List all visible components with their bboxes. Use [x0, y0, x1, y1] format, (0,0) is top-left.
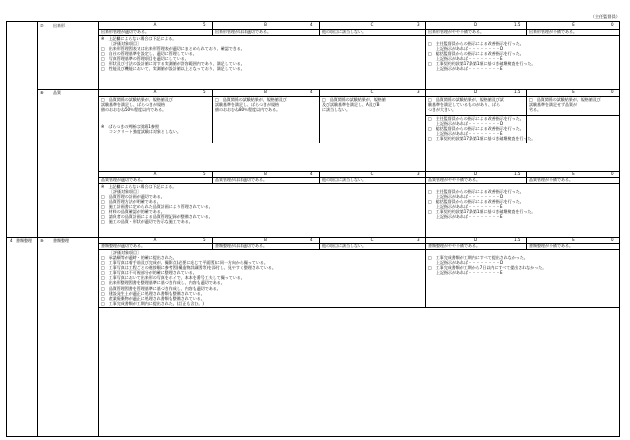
grade-points: 4 [310, 22, 313, 27]
criteria-item: □ 施工計画書に定められた品質計画により管理されている。 [101, 204, 213, 210]
grade-description: 品質管理が適切である。 [101, 177, 145, 182]
deduction-item: □ 工事契約約款第17条第1項に基づき破壊検査を行った。 [428, 209, 536, 215]
deduction-item: □ 工事契約約款第17条第1項に基づき破壊検査を行った。 [428, 61, 536, 67]
grade-letter: D [473, 89, 478, 94]
grade-points: 4 [310, 89, 313, 94]
cell-line: 試験基準を満足し、ばらつきが規格 [215, 102, 279, 108]
grade-cell [529, 98, 601, 113]
grade-cell [215, 98, 287, 113]
criteria-item: □ 工事写真において出来形の写真をホイで、本本を番号工夫して撮っている。 [101, 275, 245, 281]
cell-line: 試験基準を満足し、ばらつきが規格 [101, 102, 165, 108]
cell-line: □ 品質関係の試験結果が、規格値及び [101, 97, 173, 102]
grade-description: 他の項目に該当しない。 [322, 243, 366, 248]
deduction-item: □ 主任監督員からの指示による改善指示を行った。 [428, 189, 524, 194]
grade-points: 5 [203, 171, 206, 176]
deduction-item: □ 総括監督員からの指示による改善指示を行った。 [428, 126, 524, 132]
eval-heading: ［評価対象項目］ [109, 250, 141, 255]
deduction-item: □ 工事契約約款第17条第1項に基づき破壊検査を行った。 [428, 136, 536, 142]
grade-letter: A [153, 22, 157, 27]
grade-letter: D [473, 237, 478, 242]
criteria-item: □ 産業廃棄物が適正に処理され書類も整備されている。 [101, 295, 205, 301]
grade-letter: A [153, 171, 157, 176]
grade-letter: D [473, 171, 478, 176]
grade-description: 品質管理がやや不備である。 [428, 177, 480, 182]
grade-cell [101, 98, 173, 113]
grade-points: 1.5 [514, 237, 521, 242]
deduction-item: □ 工事完成書類が工期内にすべて提出されなかった。 [428, 255, 528, 260]
cell-line: 劣る。 [529, 107, 541, 113]
deduction-item: □ 主任監督員からの指示による改善指示を行った。 [428, 116, 524, 121]
grade-letter: C [370, 89, 374, 94]
grade-letter: B [264, 237, 267, 242]
divider [98, 249, 619, 250]
grade-letter: E [572, 171, 575, 176]
note-line: ※ ばらつきの判断は別紙1参照 [101, 124, 159, 129]
grade-letter: E [572, 22, 575, 27]
cell-line: 値のおおむね50％程度以内である。 [101, 107, 167, 113]
deduction-item: 上記指示があれば・・・・・・・・E [428, 131, 503, 137]
deduction-item: 上記指示があれば・・・・・・・・D [428, 46, 504, 52]
criteria-item: □ 施工の品質・形状が適切で告示な施工である。 [101, 219, 193, 225]
deduction-list [428, 190, 535, 221]
criteria-item: □ 出来形管理図表又は出来形管理表が適切にまとめられており、確認できる。 [101, 46, 245, 51]
criteria-list [101, 47, 245, 72]
grade-description: 他の項目に該当しない。 [322, 29, 366, 34]
cell-line: 値のおおむね80％程度以内である。 [215, 107, 281, 113]
grade-letter: D [473, 22, 478, 27]
criteria-item: □ 工事完成書類が工期内に提出された。(訂正も含む。) [101, 300, 204, 306]
grade-points: 5 [203, 237, 206, 242]
grade-description: 出来形管理が適切である。 [101, 29, 149, 34]
eval-heading: ［評価対象項目］ [109, 41, 141, 46]
criteria-item: □ 自社の管理基準を設定し、適切に管理している。 [101, 51, 197, 57]
cell-line: □ 品質関係の試験結果が、規格値及び [215, 97, 287, 102]
grade-cell [428, 98, 504, 113]
section-number: ⑨ [40, 238, 44, 243]
note-heading: ※ 上記欄によらない場合は下記による。 [101, 36, 177, 41]
section-title: 出来形 [53, 23, 65, 28]
criteria-item: □ 性能及び機能において、実測値が設計値以上となっており、満足している。 [101, 66, 245, 72]
deduction-item: □ 総括監督員からの指示による改善指示を行った。 [428, 51, 524, 57]
deduction-item: 上記指示があれば・・・・・・・・D [428, 194, 504, 200]
page-header-label: （主任監督員） [590, 14, 620, 19]
divider [425, 237, 426, 307]
grade-points: 0 [611, 89, 614, 94]
deduction-item: □ 主任監督員からの指示による改善指示を行った。 [428, 41, 524, 46]
criteria-item: □ 建設発生土が適正に処理され書類も整備されている。 [101, 290, 205, 296]
criteria-item: □ 品質管理図書を管理基準に基づき作成し、内容も適切である。 [101, 285, 221, 291]
deduction-list [428, 42, 535, 73]
grade-description: 出来形管理が不備である。 [529, 29, 577, 34]
criteria-item: □ 出来形整理図書を整理基準に基づき作成し、内容も適切である。 [101, 280, 225, 286]
grade-points: 4 [310, 171, 313, 176]
grade-points: 5 [203, 89, 206, 94]
grade-points: 3 [417, 22, 420, 27]
criteria-item: □ 工事写真は工程ごとの進捗順に参考図(構造物詳細図等)を添付し、見やすく整理されている。 [101, 265, 276, 271]
cell-line: 験基準を満足しているものがあり、ばら [428, 102, 500, 108]
grade-letter: C [370, 22, 374, 27]
deduction-item: 上記指示があれば・・・・・・・・D [428, 260, 504, 266]
grade-points: 3 [417, 89, 420, 94]
grade-description: 書類整理がやや不備である。 [428, 243, 480, 248]
grade-points: 0 [611, 171, 614, 176]
table-frame [6, 21, 620, 437]
criteria-item: □ 品質管理の計画が適切である。 [101, 194, 165, 199]
grade-letter: B [264, 22, 267, 27]
cell-line: □ 品質関係の試験結果が、規格値及び [529, 97, 601, 102]
deduction-item: 上記指示があれば・・・・・・・・E [428, 56, 503, 62]
grade-points: 0 [611, 237, 614, 242]
criteria-item: □ 写真管理基準の管理項目を適切にしている。 [101, 56, 189, 62]
divider [319, 89, 320, 143]
eval-heading: ［評価対象項目］ [109, 189, 141, 194]
cell-line: 及び試験基準を満足し、A及びB [322, 102, 380, 108]
criteria-list [101, 256, 276, 307]
deduction-list [428, 256, 546, 276]
deduction-item: 上記指示があれば・・・・・・・・E [428, 204, 503, 210]
grade-points: 1.5 [514, 22, 521, 27]
criteria-item: □ 材料の品質確認が的確である。 [101, 209, 165, 215]
criteria-item: □ 請負者の品質計画による品質管理記録が整備されている。 [101, 214, 213, 220]
criteria-item: □ 品質管理方法が明確である。 [101, 199, 161, 205]
criteria-item: □ 工事写真は不可視部分が的確に整理されている。 [101, 270, 197, 276]
grade-letter: A [153, 89, 157, 94]
grade-points: 5 [203, 22, 206, 27]
divider [425, 183, 426, 243]
divider [425, 35, 426, 89]
grade-letter: E [572, 89, 575, 94]
section-number: ⑧ [40, 90, 44, 95]
divider [212, 89, 213, 143]
cell-line: 試験基準を満足せず品質が [529, 102, 577, 108]
grade-letter: B [264, 89, 267, 94]
divider [98, 22, 99, 437]
category-number: 4 [10, 238, 13, 243]
grade-letter: C [370, 237, 374, 242]
grade-cell [322, 98, 386, 113]
grade-letter: A [153, 237, 157, 242]
grade-description: 書類整理が不備である。 [529, 243, 573, 248]
grade-letter: C [370, 171, 374, 176]
deduction-item: 上記指示があれば・・・・・・・・D [428, 121, 504, 127]
divider [98, 35, 619, 36]
grade-letter: E [572, 237, 575, 242]
grade-points: 1.5 [514, 171, 521, 176]
note-heading: ※ 上記欄によらない場合は下記による。 [101, 184, 177, 189]
category-title: 書類整理 [16, 238, 32, 243]
section-number: ⑦ [40, 23, 44, 28]
divider [98, 183, 619, 184]
criteria-item: □ 承諾願等が適時・的確に提出された。 [101, 255, 177, 260]
cell-line: □ 品質関係の試験結果が、規格値及び試 [428, 97, 504, 102]
grade-description: 出来形管理がやや不備である。 [428, 29, 484, 34]
criteria-list [101, 195, 213, 226]
deduction-item: □ 工事完成書類が工期から7日以内にすべて提出されなかった。 [428, 265, 547, 271]
cell-line: □ 品質関係の試験結果が、規格値 [322, 97, 386, 102]
grade-points: 0 [611, 22, 614, 27]
grade-description: 品質管理がほぼ適切である。 [215, 177, 267, 182]
divider [98, 307, 619, 308]
section-title: 書類整理 [53, 238, 69, 243]
grade-description: 出来形管理がほぼ適切である。 [215, 29, 271, 34]
section-title: 品質 [53, 90, 61, 95]
grade-points: 4 [310, 237, 313, 242]
grade-letter: B [264, 171, 267, 176]
divider [37, 22, 38, 437]
cell-line: に該当しない。 [322, 107, 350, 113]
deduction-item: 上記指示があれば・・・・・・・・E [428, 214, 503, 220]
deduction-list [428, 117, 535, 142]
criteria-item: □ 形状及び寸法の設計値に対する実測値が許容範囲内であり、満足している。 [101, 61, 245, 67]
grade-description: 書類整理がほぼ適切である。 [215, 243, 267, 248]
grade-description: 品質管理が不備である。 [529, 177, 573, 182]
deduction-item: □ 総括監督員からの指示による改善指示を行った。 [428, 199, 524, 205]
deduction-item: 上記指示があれば・・・・・・・・E [428, 66, 503, 72]
grade-points: 3 [417, 237, 420, 242]
grade-points: 1.5 [514, 89, 521, 94]
cell-line: つきが大きい。 [428, 107, 456, 113]
grade-description: 他の項目に該当しない。 [322, 177, 366, 182]
grade-description: 書類整理が適切である。 [101, 243, 145, 248]
grade-points: 3 [417, 171, 420, 176]
deduction-item: 上記指示があれば・・・・・・・・E [428, 270, 503, 276]
note-line: コンクリート強度試験は対象としない。 [101, 129, 181, 134]
criteria-item: □ 工事写真は着手前及び完成が、撮影点(必要に応じて平面図)に同一方向から撮っている。 [101, 260, 268, 266]
